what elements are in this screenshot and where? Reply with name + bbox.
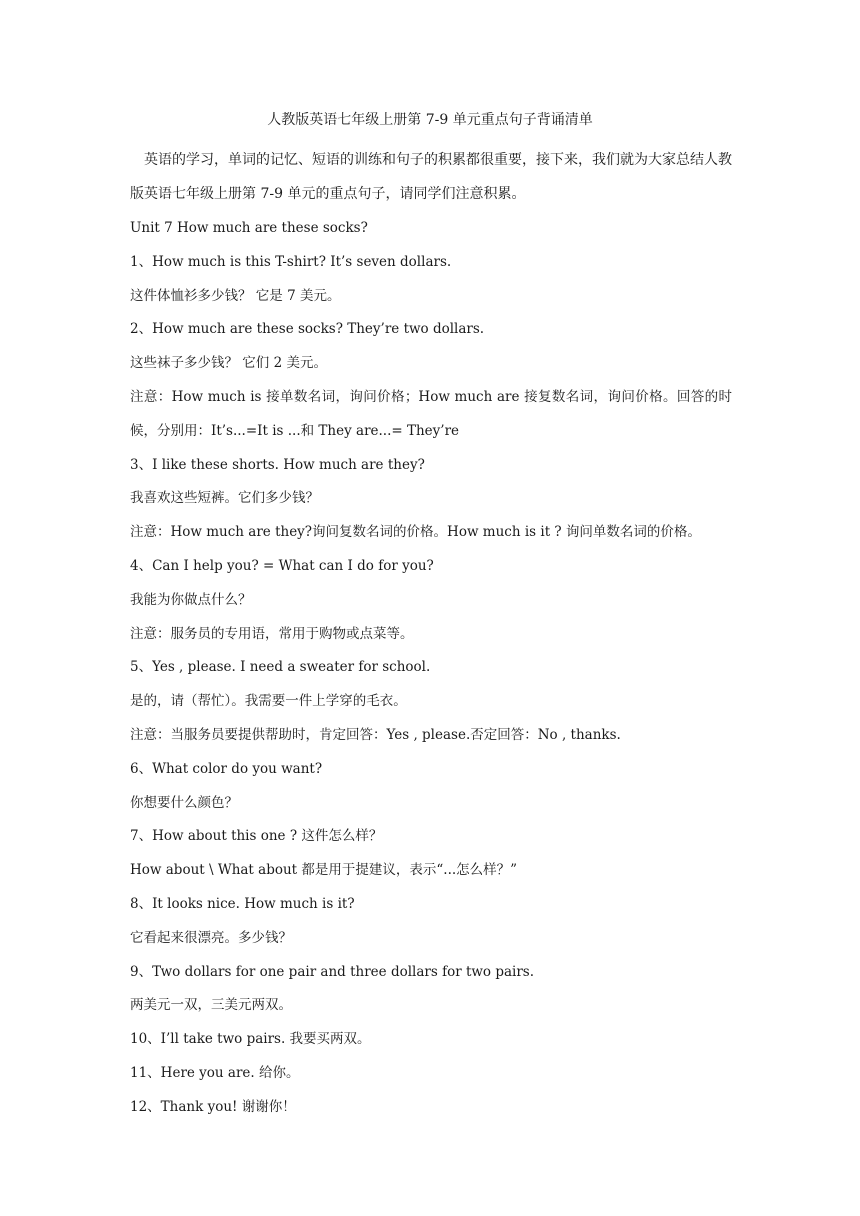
document-title: 人教版英语七年级上册第 7-9 单元重点句子背诵清单 <box>267 112 593 128</box>
sentence-english: 11、Here you are. 给你。 <box>130 1064 300 1081</box>
sentence-chinese: 我能为你做点什么？ <box>130 591 252 608</box>
note-text: 注意：How much is 接单数名词，询问价格；How much are 接复数名词，询问价格。回答的时候，分别用：It’s...=It is ...和 They are...= They’re <box>130 388 732 439</box>
sentence-chinese: 两美元一双，三美元两双。 <box>130 997 292 1014</box>
sentence-english: 9、Two dollars for one pair and three dollars for two pairs. <box>130 963 535 980</box>
unit-heading: Unit 7 How much are these socks? <box>130 220 368 236</box>
sentence-chinese: 这些袜子多少钱？ 它们 2 美元。 <box>130 355 327 372</box>
note-text: How about \ What about 都是用于提建议，表示“...怎么样？” <box>130 862 518 879</box>
sentence-english: 2、How much are these socks? They’re two dollars. <box>130 321 485 338</box>
sentence-chinese: 你想要什么颜色？ <box>130 794 238 811</box>
note-text: 注意：当服务员要提供帮助时，肯定回答：Yes , please.否定回答：No , thanks. <box>130 726 621 743</box>
sentence-chinese: 是的，请（帮忙）。我需要一件上学穿的毛衣。 <box>130 693 407 710</box>
note-text: 注意：服务员的专用语，常用于购物或点菜等。 <box>130 625 414 642</box>
sentence-chinese: 它看起来很漂亮。多少钱？ <box>130 929 292 946</box>
sentence-chinese: 我喜欢这些短裤。它们多少钱？ <box>130 490 319 507</box>
sentence-list <box>130 212 732 1125</box>
sentence-english: 1、How much is this T-shirt? It’s seven dollars. <box>130 253 452 270</box>
intro-paragraph: 英语的学习，单词的记忆、短语的训练和句子的积累都很重要，接下来，我们就为大家总结人教版英语七年级上册第 7-9 单元的重点句子，请同学们注意积累。 <box>130 152 732 202</box>
sentence-english: 8、It looks nice. How much is it? <box>130 895 355 912</box>
sentence-english: 4、Can I help you? = What can I do for you? <box>130 557 434 574</box>
sentence-english: 12、Thank you! 谢谢你！ <box>130 1098 296 1115</box>
sentence-english: 3、I like these shorts. How much are they? <box>130 456 425 473</box>
sentence-english: 6、What color do you want? <box>130 760 323 777</box>
sentence-english: 10、I’ll take two pairs. 我要买两双。 <box>130 1031 371 1048</box>
sentence-english: 7、How about this one ? 这件怎么样？ <box>130 828 383 845</box>
note-text: 注意：How much are they?询问复数名词的价格。How much is it ? 询问单数名词的价格。 <box>130 524 701 541</box>
sentence-english: 5、Yes , please. I need a sweater for school. <box>130 659 431 676</box>
sentence-chinese: 这件体恤衫多少钱？ 它是 7 美元。 <box>130 287 341 304</box>
